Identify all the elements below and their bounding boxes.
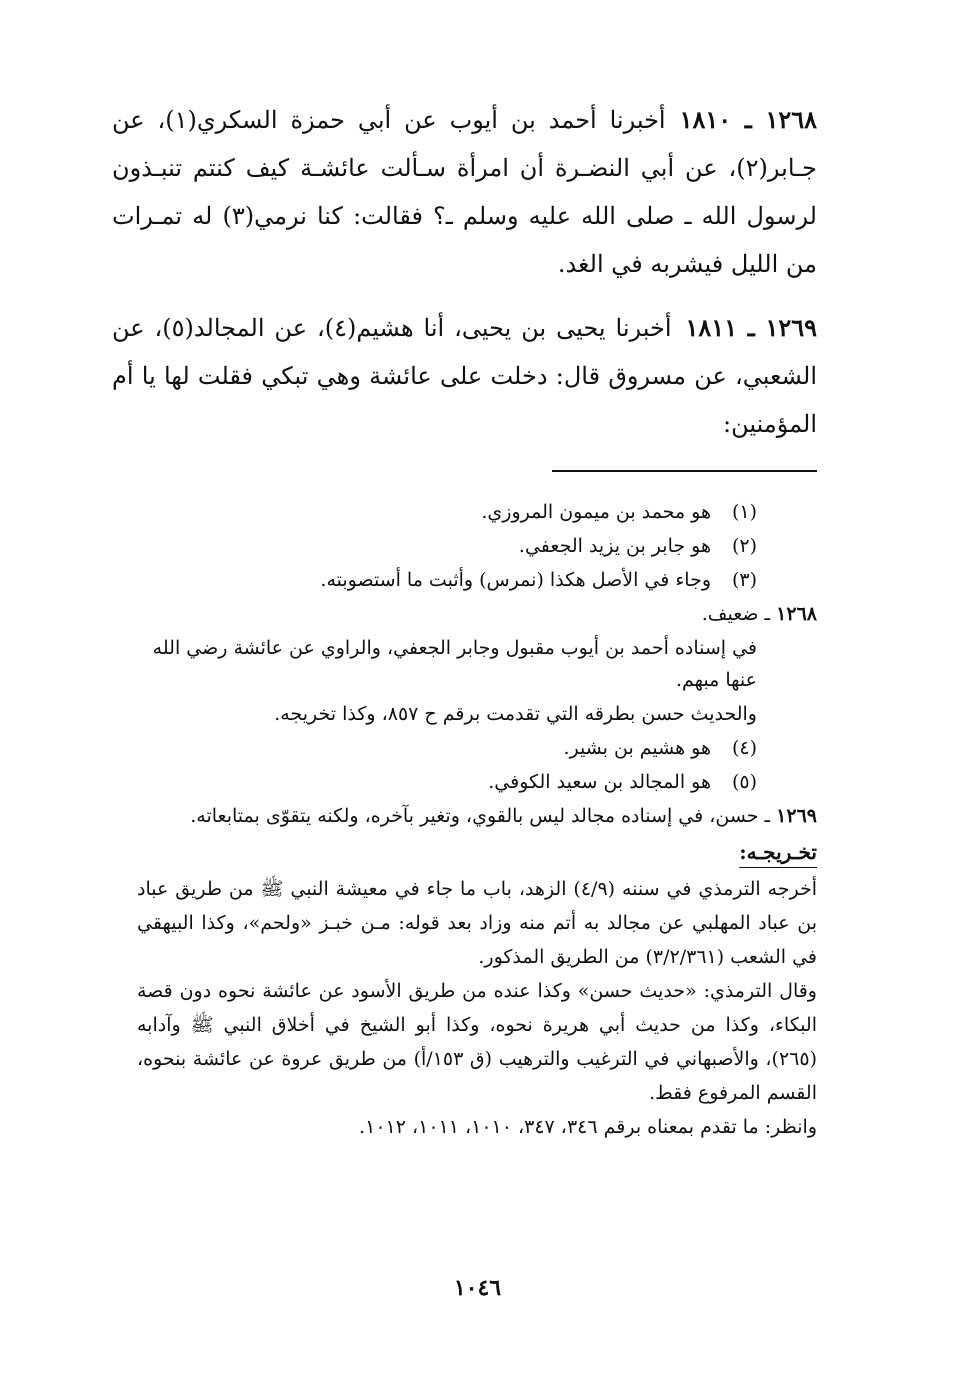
footnote-2 [137,530,817,562]
footnote-5 [137,766,817,798]
footnote-3 [137,564,817,596]
footnote-separator [552,470,817,472]
grade-text: ـ ضعيف. [701,603,771,625]
footnote-label: (٣) [731,569,757,591]
footnote-text: هو محمد بن ميمون المروزي. [481,501,711,523]
takhrij-heading: تخـريجـه: [739,840,817,864]
grade-1269 [137,800,817,832]
footnote-text: هو المجالد بن سعيد الكوفي. [488,771,711,793]
grade-number: ١٢٦٨ [776,603,817,625]
footnote-label: (٢) [731,535,757,557]
hadith-text: أخبرنا يحيى بن يحيى، أنا هشيم(٤)، عن المجالد(٥)، عن الشعبي، عن مسروق قال: دخلت على عائشة وهي تبكي فقلت لها يا أم المؤمنين: [112,314,817,438]
hadith-number: ١٢٦٩ ـ ١٨١١ [685,313,818,342]
main-text [112,96,817,464]
hadith-1269 [112,304,817,448]
page-number: ١٠٤٦ [453,1275,502,1301]
footnote-text: هو هشيم بن بشير. [563,737,711,759]
takhrij-paragraph-1: أخرجه الترمذي في سننه (٤/٩) الزهد، باب ما جاء في معيشة النبي ﷺ من طريق عباد بن عباد المهلبي عن مجالد به أتم منه وزاد بعد قوله: مـن خبـز «ولحم»، وكذا البيهقي في الشعب (٣/٢/٣٦١) من الطريق المذكور. [137,878,818,968]
takhrij-paragraph-3: وانظر: ما تقدم بمعناه برقم ٣٤٦، ٣٤٧، ١٠١٠، ١٠١١، ١٠١٢. [359,1116,817,1138]
grade-1268-detail-2: والحديث حسن بطرقه التي تقدمت برقم ح ٨٥٧، وكذا تخريجه. [274,703,757,725]
footnote-label: (١) [731,501,757,523]
takhrij-body [137,872,817,1144]
grade-1268-detail-1: في إسناده أحمد بن أيوب مقبول وجابر الجعفي، والراوي عن عائشة رضي الله عنها مبهم. [152,637,757,691]
hadith-1268 [112,96,817,288]
footnote-label: (٥) [731,771,757,793]
footnote-label: (٤) [731,737,757,759]
grade-text: ـ حسن، في إسناده مجالد ليس بالقوي، وتغير بآخره، ولكنه يتقوّى بمتابعاته. [190,805,771,827]
hadith-text: أخبرنا أحمد بن أيوب عن أبي حمزة السكري(١)، عن جـابر(٢)، عن أبي النضـرة أن امرأة سـألت عائشـة كيف كنتم تنبـذون لرسول الله ـ صلى الله عليه وسلم ـ؟ فقالت: كنا نرمي(٣) له تمـرات من الليل فيشربه في الغد. [112,106,817,278]
grade-1268 [137,598,817,630]
grade-number: ١٢٦٩ [776,805,817,827]
footnote-text: وجاء في الأصل هكذا (نمرس) وأثبت ما أستصوبته. [320,569,711,591]
takhrij-paragraph-2: وقال الترمذي: «حديث حسن» وكذا عنده من طريق الأسود عن عائشة نحوه دون قصة البكاء، وكذا من حديث أبي هريرة نحوه، وكذا أبو الشيخ في أخلاق النبي ﷺ وآدابه (٢٦٥)، والأصبهاني في الترغيب والترهيب (ق ١٥٣/أ) من طريق عروة عن عائشة بنحوه، القسم المرفوع فقط. [137,980,817,1104]
footnote-text: هو جابر بن يزيد الجعفي. [518,535,711,557]
footnote-4 [137,732,817,764]
hadith-number: ١٢٦٨ ـ ١٨١٠ [679,105,817,134]
footnote-1 [137,496,817,528]
footnotes-section [137,496,817,1144]
